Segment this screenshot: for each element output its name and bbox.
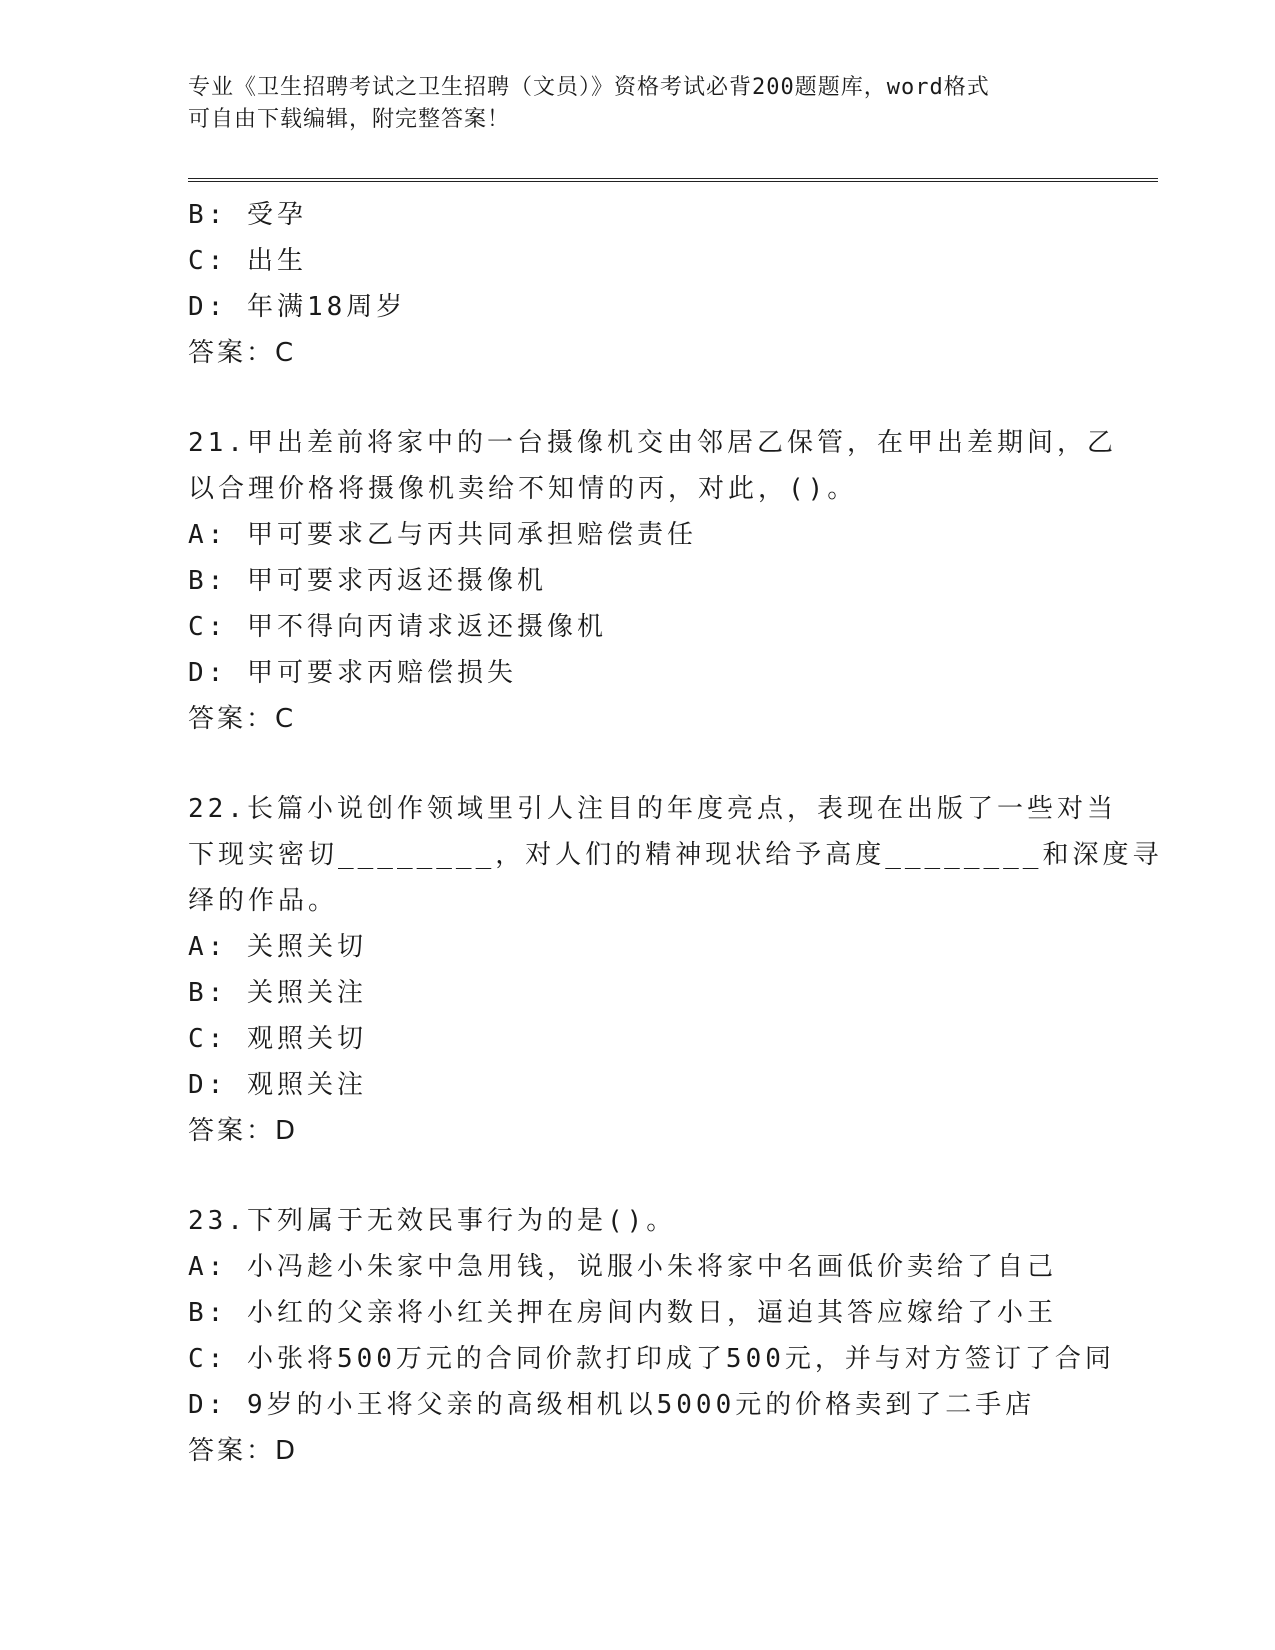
option-a: A: 关照关切 [188, 932, 367, 962]
question-text: 21.甲出差前将家中的一台摄像机交由邻居乙保管，在甲出差期间，乙 [188, 428, 1117, 458]
question-text: 以合理价格将摄像机卖给不知情的丙，对此，()。 [188, 474, 858, 504]
spacer [188, 376, 1158, 420]
question-23 [188, 1198, 1158, 1474]
option-c: C: 出生 [188, 246, 307, 276]
option-a: A: 小冯趁小朱家中急用钱，说服小朱将家中名画低价卖给了自己 [188, 1252, 1057, 1282]
question-text: 绎的作品。 [188, 886, 339, 916]
question-text: 22.长篇小说创作领域里引人注目的年度亮点，表现在出版了一些对当 [188, 794, 1117, 824]
question-text: 23.下列属于无效民事行为的是()。 [188, 1206, 677, 1236]
option-b: B: 小红的父亲将小红关押在房间内数日，逼迫其答应嫁给了小王 [188, 1298, 1057, 1328]
option-c: C: 小张将500万元的合同价款打印成了500元，并与对方签订了合同 [188, 1344, 1115, 1374]
spacer [188, 1154, 1158, 1198]
header-divider [188, 178, 1158, 182]
header-line-1: 专业《卫生招聘考试之卫生招聘（文员）》资格考试必背200题题库，word格式 [188, 75, 990, 100]
question-22 [188, 786, 1163, 1154]
question-21 [188, 420, 1158, 742]
answer-line: 答案：C [188, 338, 297, 368]
header-line-2: 可自由下载编辑，附完整答案！ [188, 107, 511, 132]
answer-line: 答案：C [188, 704, 297, 734]
spacer [188, 742, 1158, 786]
option-d: D: 观照关注 [188, 1070, 367, 1100]
answer-line: 答案：D [188, 1116, 299, 1146]
document-body [188, 192, 1163, 1474]
option-b: B: 关照关注 [188, 978, 367, 1008]
document-header [188, 72, 1088, 136]
answer-line: 答案：D [188, 1436, 299, 1466]
option-d: D: 年满18周岁 [188, 292, 407, 322]
question-continuation [188, 192, 1158, 376]
option-d: D: 甲可要求丙赔偿损失 [188, 658, 517, 688]
option-a: A: 甲可要求乙与丙共同承担赔偿责任 [188, 520, 697, 550]
option-b: B: 甲可要求丙返还摄像机 [188, 566, 547, 596]
option-c: C: 甲不得向丙请求返还摄像机 [188, 612, 607, 642]
option-b: B: 受孕 [188, 200, 307, 230]
option-d: D: 9岁的小王将父亲的高级相机以5000元的价格卖到了二手店 [188, 1390, 1036, 1420]
question-text: 下现实密切________，对人们的精神现状给予高度________和深度寻 [188, 840, 1163, 870]
option-c: C: 观照关切 [188, 1024, 367, 1054]
